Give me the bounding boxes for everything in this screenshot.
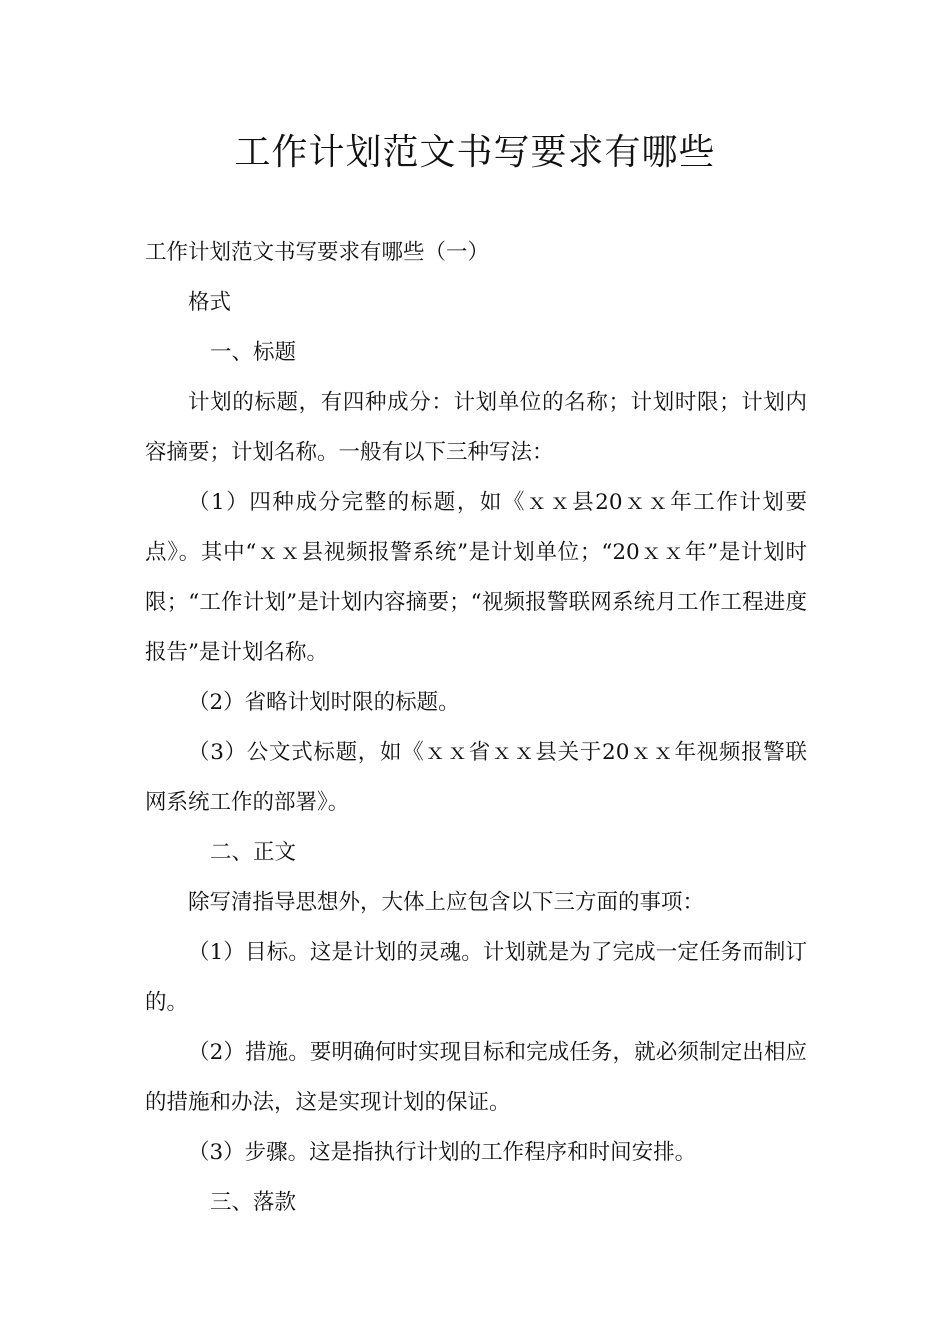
paragraph: （2）措施。要明确何时实现目标和完成任务，就必须制定出相应的措施和办法，这是实现计划的保证。 xyxy=(145,1040,807,1115)
paragraph: （1）四种成分完整的标题，如《ｘｘ县20ｘｘ年工作计划要点》。其中“ｘｘ县视频报警系统”是计划单位；“20ｘｘ年”是计划时限；“工作计划”是计划内容摘要；“视频报警联网系统月工作工程进度报告”是计划名称。 xyxy=(145,490,807,665)
subheading-format: 格式 xyxy=(188,290,232,315)
document-title: 工作计划范文书写要求有哪些 xyxy=(234,132,716,173)
subheading-body: 二、正文 xyxy=(210,840,297,865)
document-body xyxy=(145,228,807,1228)
paragraph: 计划的标题，有四种成分：计划单位的名称；计划时限；计划内容摘要；计划名称。一般有以下三种写法： xyxy=(145,390,807,465)
section-heading: 工作计划范文书写要求有哪些（一） xyxy=(145,240,490,265)
subheading-signature: 三、落款 xyxy=(210,1190,297,1215)
paragraph: （2）省略计划时限的标题。 xyxy=(188,690,460,715)
paragraph: （1）目标。这是计划的灵魂。计划就是为了完成一定任务而制订的。 xyxy=(145,940,807,1015)
subheading-title: 一、标题 xyxy=(210,340,297,365)
paragraph: （3）步骤。这是指执行计划的工作程序和时间安排。 xyxy=(188,1140,697,1165)
paragraph: （3）公文式标题，如《ｘｘ省ｘｘ县关于20ｘｘ年视频报警联网系统工作的部署》。 xyxy=(145,740,807,815)
paragraph: 除写清指导思想外，大体上应包含以下三方面的事项： xyxy=(188,890,705,915)
